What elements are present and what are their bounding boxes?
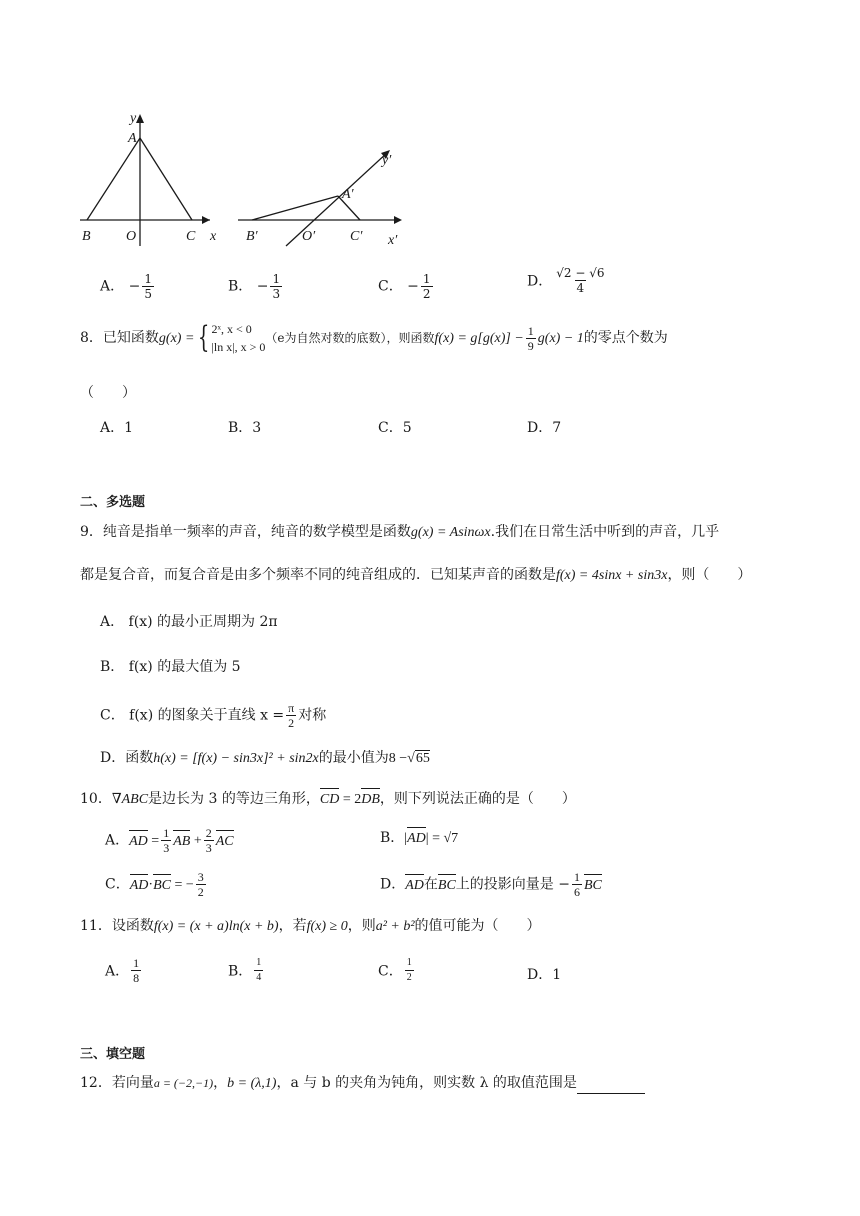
answer-blank[interactable] (577, 1079, 645, 1094)
left-point-A: A (128, 131, 137, 146)
right-point-O: O′ (302, 229, 316, 244)
segment-A-B-prime (252, 196, 338, 220)
q11-option-c[interactable]: C． $\frac{1}{2}$ (378, 957, 412, 983)
q8-option-d[interactable]: D．7 (527, 420, 562, 436)
right-x-label: x′ (388, 233, 398, 248)
left-point-C: C (186, 229, 196, 244)
q10-option-c[interactable]: C．AD·BC = − $\frac{3}{2}$ (105, 870, 204, 899)
q7-option-d[interactable]: D． $\frac{√2 - √6}{4}$ (527, 266, 605, 295)
question-11-stem: 11．设函数f(x) = (x + a)ln(x + b)，若f(x) ≥ 0，则a² + b²的值可能为（ ） (80, 918, 541, 934)
q10-option-a[interactable]: A．AD = $\frac{1}{3}$ AB + $\frac{2}{3}$ AC (105, 826, 234, 855)
piecewise-cases: 2ˣ, x < 0 |ln x|, x > 0 (211, 322, 266, 354)
q10-option-b[interactable]: B．|AD| = √7 (380, 828, 458, 849)
left-point-B: B (82, 229, 91, 244)
q7-option-b[interactable]: B． − $\frac{1}{3}$ (228, 272, 281, 301)
question-10-stem: 10．∇ABC是边长为 3 的等边三角形，CD = 2DB，则下列说法正确的是（ ） (80, 789, 576, 810)
question-9-line-1: 9．纯音是指单一频率的声音，纯音的数学模型是函数g(x) = Asinωx.我们在日常生活中听到的声音，几乎 (80, 524, 720, 540)
piecewise-brace: { (198, 320, 210, 355)
section-heading-fill-in: 三、填空题 (80, 1047, 146, 1062)
left-y-label: y (130, 111, 137, 126)
q7-option-c[interactable]: C． − $\frac{1}{2}$ (378, 272, 431, 301)
left-point-O: O (126, 229, 137, 244)
q8-option-c[interactable]: C．5 (378, 420, 412, 436)
q10-option-d[interactable]: D．AD在BC上的投影向量是 − $\frac{1}{6}$ BC (380, 870, 602, 899)
question-8-stem: 8．已知函数g(x) = { 2ˣ, x < 0 |ln x|, x > 0 （e为自然对数的底数），则函数f(x) = g[g(x)] − $\frac{1}{9}$ g(x) − 1的零点个数为 (80, 320, 668, 355)
q7-b-fraction: $\frac{1}{3}$ (272, 272, 281, 301)
right-point-A: A′ (342, 187, 354, 202)
q9-option-d[interactable]: D．函数h(x) = [f(x) − sin3x]² + sin2x的最小值为8 −√65 (100, 750, 430, 766)
q7-option-a[interactable]: A． − $\frac{1}{5}$ (100, 272, 152, 301)
q11-option-d[interactable]: D．1 (527, 967, 562, 983)
q11-option-b[interactable]: B． $\frac{1}{4}$ (228, 957, 262, 983)
section-heading-multiple-choice: 二、多选题 (80, 495, 146, 510)
right-triangle-graph (238, 150, 402, 246)
q7-c-fraction: $\frac{1}{2}$ (422, 272, 431, 301)
q9-option-c[interactable]: C． f(x) 的图象关于直线 x = $\frac{\pi}{2}$ 对称 (100, 701, 327, 730)
q9-option-b[interactable]: B． f(x) 的最大值为 5 (100, 659, 241, 675)
left-x-label: x (210, 229, 217, 244)
question-12-stem: 12．若向量a = (−2,−1)，b = (λ,1)，a 与 b 的夹角为钝角，则实数 λ 的取值范围是 (80, 1073, 645, 1094)
q7-a-fraction: $\frac{1}{5}$ (144, 272, 152, 301)
q9-option-a[interactable]: A． f(x) 的最小正周期为 2π (100, 614, 278, 630)
q7-d-fraction: $\frac{√2 - √6}{4}$ (556, 266, 605, 295)
question-9-line-2: 都是复合音，而复合音是由多个频率不同的纯音组成的．已知某声音的函数是f(x) = 4sinx + sin3x，则（ ） (80, 567, 752, 583)
q11-option-a[interactable]: A． $\frac{1}{8}$ (105, 956, 140, 985)
segment-AB (87, 138, 140, 220)
q8-option-a[interactable]: A．1 (100, 420, 134, 436)
question-8-paren: （ ） (80, 385, 136, 401)
oblique-drawing-figure (70, 108, 420, 253)
right-point-C: C′ (350, 229, 363, 244)
right-point-B: B′ (246, 229, 258, 244)
q8-option-b[interactable]: B．3 (228, 420, 262, 436)
left-triangle-graph (80, 114, 210, 246)
segment-AC (140, 138, 192, 220)
right-y-label: y′ (382, 153, 392, 168)
